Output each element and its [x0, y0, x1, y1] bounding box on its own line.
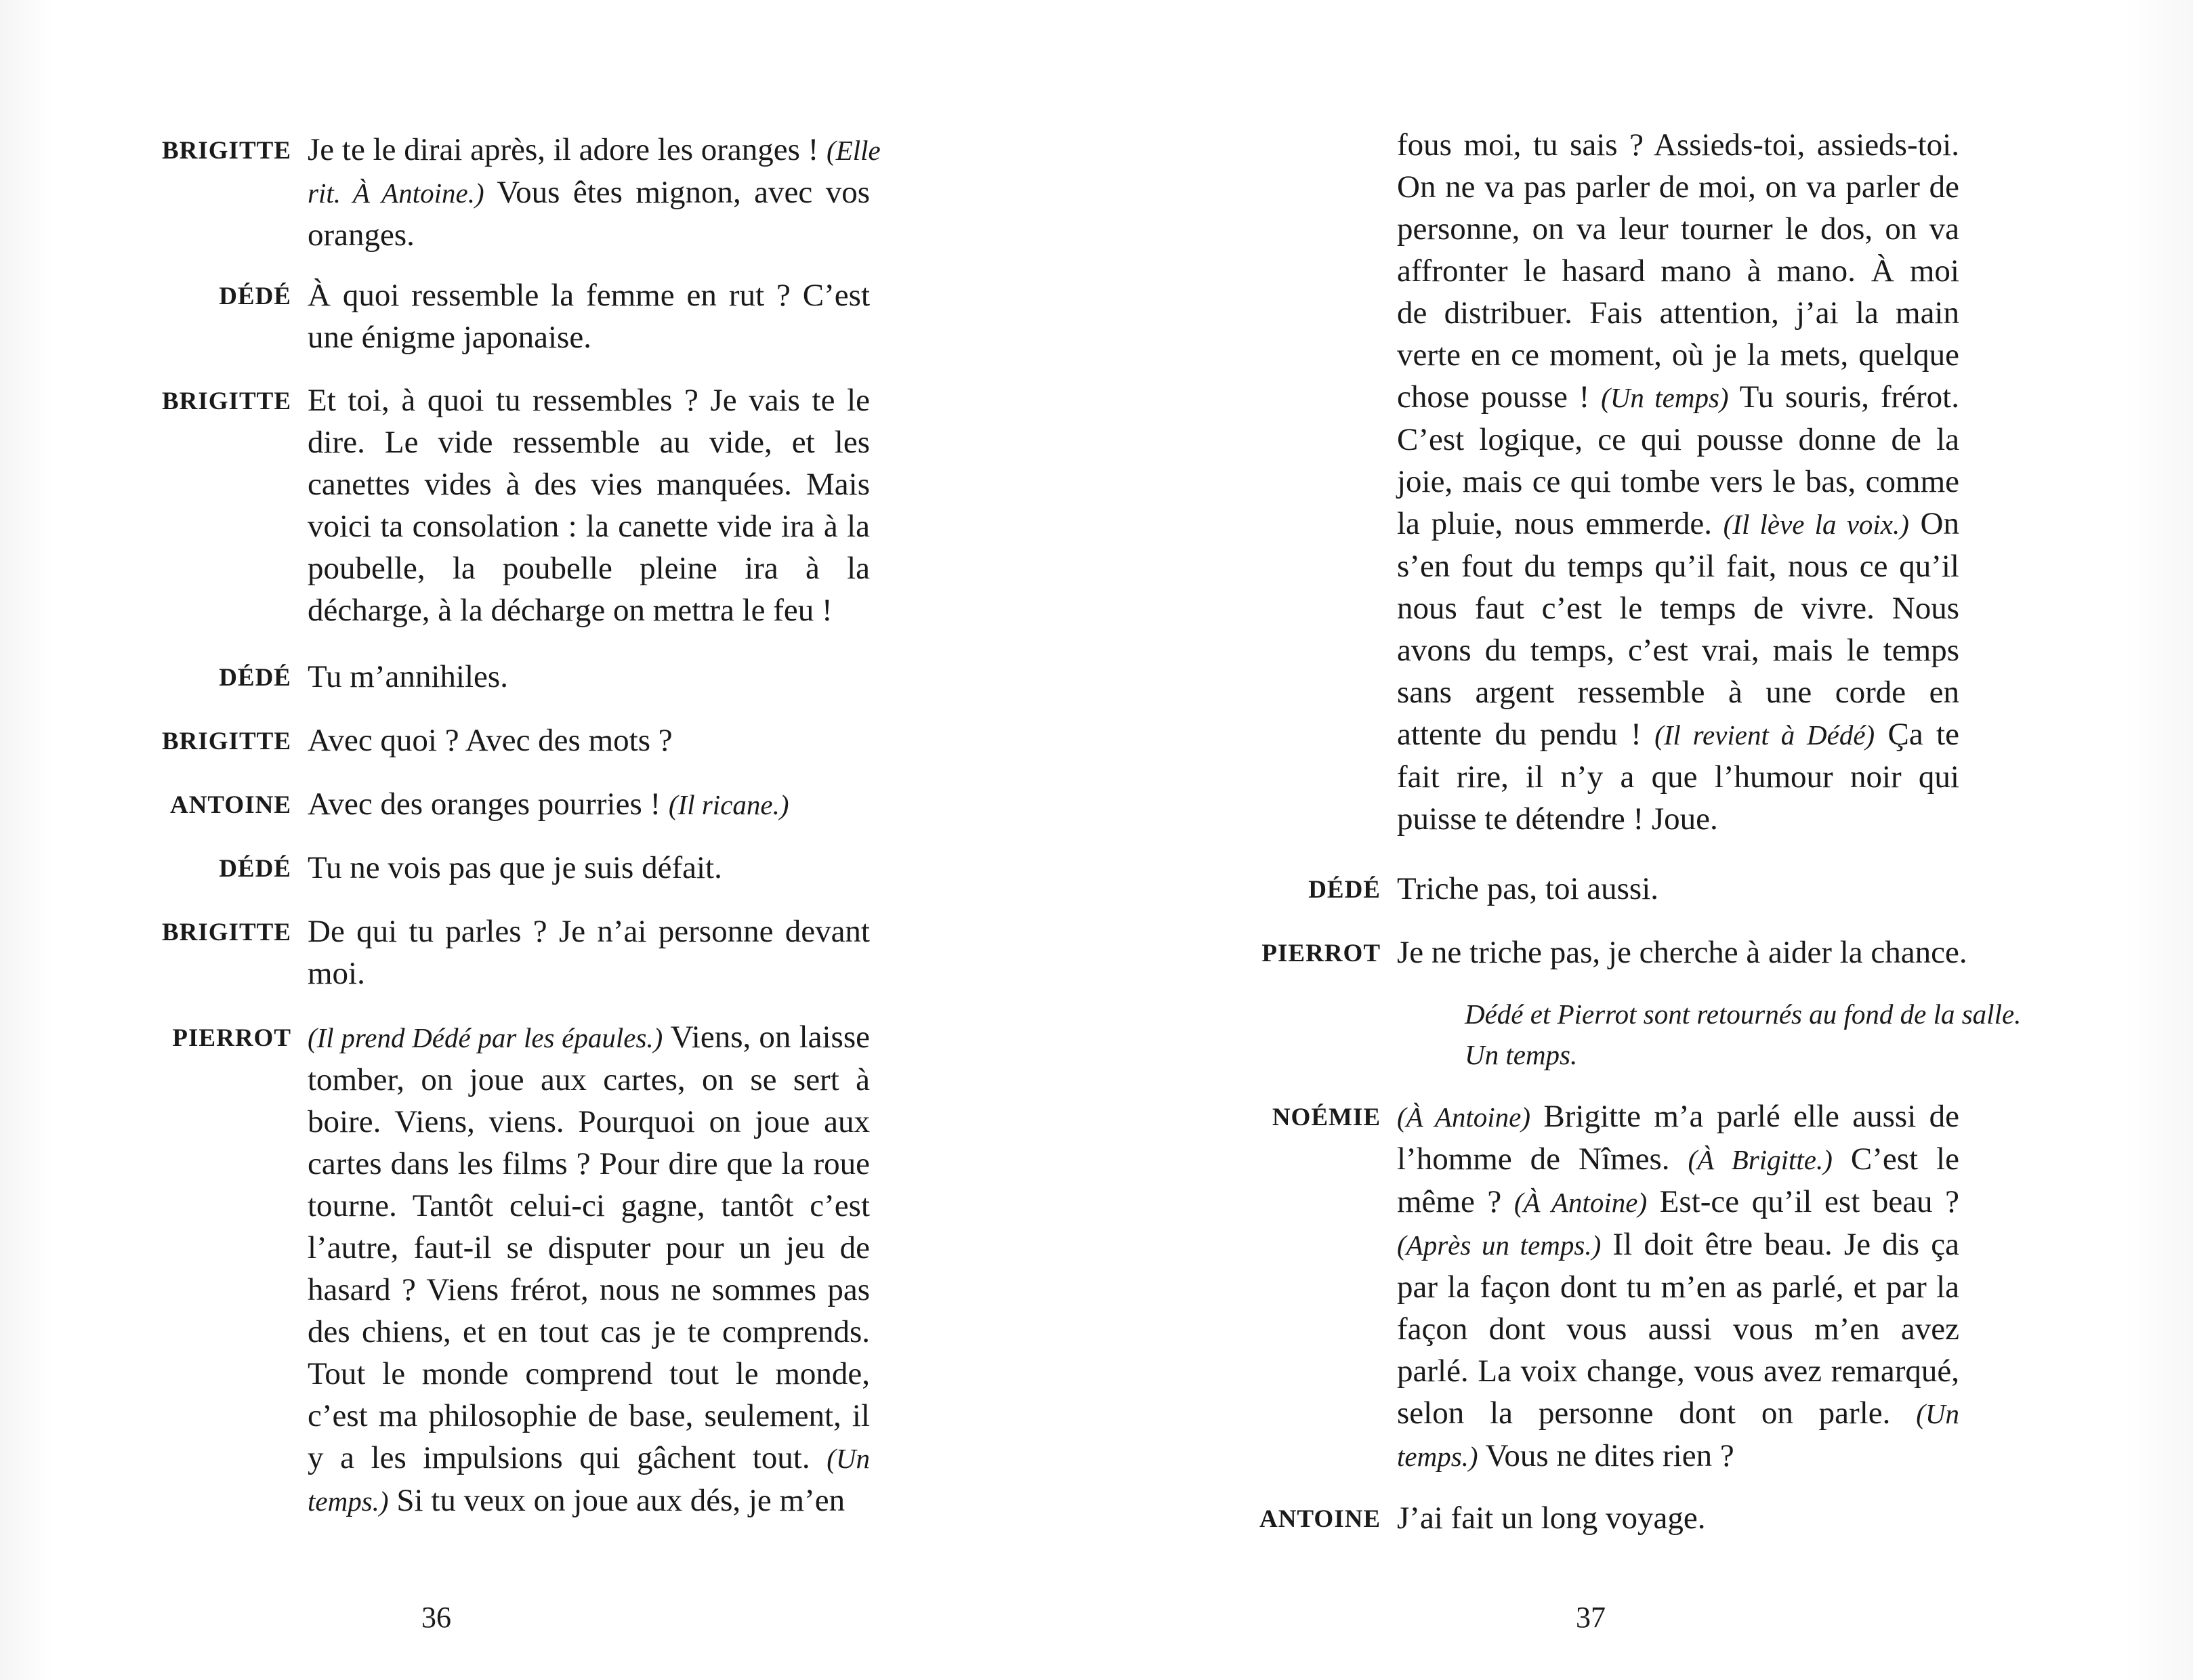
dialogue-line — [1397, 166, 1959, 208]
dialogue-segment: tomber, on joue aux cartes, on se sert à — [308, 1062, 870, 1097]
dialogue-segment: la pluie, nous emmerde. — [1397, 506, 1724, 541]
dialogue-text — [308, 910, 870, 994]
dialogue-line — [308, 129, 881, 171]
dialogue-line — [308, 1395, 870, 1437]
speaker-name: NOÉMIE — [1272, 1104, 1381, 1131]
dialogue-line — [1397, 868, 1959, 910]
speech-block — [34, 129, 881, 256]
dialogue-text — [308, 847, 870, 889]
dialogue-text — [1397, 1095, 1959, 1477]
dialogue-segment: s’en fout du temps qu’il fait, nous ce qu’il — [1397, 549, 1959, 584]
stage-direction-line: Un temps. — [1465, 1039, 1578, 1070]
speaker-name: BRIGITTE — [161, 919, 291, 946]
speech-block — [1042, 1497, 1959, 1540]
speaker-name: BRIGITTE — [161, 137, 291, 165]
stage-direction-inline: (À Brigitte.) — [1688, 1144, 1833, 1175]
dialogue-segment: puisse te détendre ! Joue. — [1397, 801, 1718, 837]
dialogue-line — [1397, 1181, 1959, 1223]
dialogue-segment: sans argent ressemble à une corde en — [1397, 675, 1959, 710]
dialogue-text — [1397, 1497, 1959, 1539]
dialogue-line — [308, 1185, 870, 1227]
dialogue-line — [308, 910, 870, 952]
speech-block — [34, 656, 870, 699]
speech-block — [34, 910, 870, 994]
dialogue-segment: Tu souris, frérot. — [1728, 379, 1959, 415]
dialogue-line — [308, 214, 870, 256]
dialogue-line — [1397, 1223, 1959, 1266]
dialogue-text — [308, 274, 870, 358]
dialogue-segment: chose pousse ! — [1397, 379, 1602, 415]
dialogue-line — [308, 1269, 870, 1311]
dialogue-line — [308, 1437, 870, 1479]
dialogue-segment: On ne va pas parler de moi, on va parler de — [1397, 169, 1959, 205]
stage-direction — [1465, 994, 2027, 1075]
dialogue-line — [308, 1059, 870, 1101]
stage-direction-inline: (À Antoine) — [1513, 1187, 1648, 1218]
dialogue-segment: boire. Viens, viens. Pourquoi on joue aux — [308, 1104, 870, 1139]
speech-block — [34, 719, 870, 763]
dialogue-segment: par la façon dont tu m’en as parlé, et par la — [1397, 1269, 1959, 1305]
dialogue-segment: Il doit être beau. Je dis ça — [1601, 1227, 1960, 1262]
dialogue-segment: c’est ma philosophie de base, seulement, il — [308, 1398, 870, 1433]
dialogue-segment: Avec des oranges pourries ! — [308, 786, 669, 822]
page-number: 37 — [1576, 1601, 1606, 1634]
dialogue-segment: voici ta consolation : la canette vide ira à la — [308, 509, 870, 544]
dialogue-line — [308, 1227, 870, 1269]
dialogue-line — [1397, 124, 1959, 166]
speaker-name: PIERROT — [1261, 940, 1381, 967]
dialogue-text — [308, 129, 881, 256]
dialogue-segment: fous moi, tu sais ? Assieds-toi, assieds-toi. — [1397, 127, 1959, 163]
dialogue-text — [308, 719, 870, 761]
speech-block — [34, 783, 870, 826]
dialogue-segment: Triche pas, toi aussi. — [1397, 871, 1659, 906]
speaker-name: ANTOINE — [169, 791, 291, 819]
dialogue-segment: l’autre, faut-il se disputer pour un jeu de — [308, 1230, 870, 1265]
dialogue-text — [308, 1016, 870, 1522]
dialogue-line — [308, 379, 870, 421]
dialogue-segment: Tu m’annihiles. — [308, 659, 508, 694]
dialogue-segment: moi. — [308, 956, 365, 991]
dialogue-line — [308, 505, 870, 547]
dialogue-segment: Si tu veux on joue aux dés, je m’en — [388, 1483, 845, 1518]
dialogue-line — [1397, 334, 1959, 376]
speech-block — [1042, 124, 1959, 840]
stage-direction-inline: temps.) — [1397, 1441, 1478, 1472]
dialogue-segment: dire. Le vide ressemble au vide, et les — [308, 425, 870, 460]
dialogue-text — [308, 379, 870, 631]
dialogue-line — [308, 463, 870, 505]
dialogue-line — [308, 656, 870, 698]
left-page — [0, 0, 1096, 1680]
dialogue-line — [1397, 545, 1959, 587]
dialogue-segment: Je ne triche pas, je cherche à aider la chance. — [1397, 935, 1967, 970]
dialogue-line — [308, 274, 870, 316]
dialogue-line — [1397, 1350, 1959, 1392]
stage-direction-inline: (Il lève la voix.) — [1723, 509, 1909, 540]
dialogue-text — [308, 783, 870, 826]
dialogue-segment: poubelle, la poubelle pleine ira à la — [308, 551, 870, 586]
dialogue-segment: Vous ne dites rien ? — [1478, 1438, 1734, 1473]
dialogue-segment: des chiens, et en tout cas je te comprends. — [308, 1314, 870, 1349]
dialogue-segment: nous faut c’est le temps de vivre. Nous — [1397, 591, 1959, 626]
dialogue-line — [308, 547, 870, 589]
speech-block — [34, 274, 870, 358]
dialogue-line — [308, 316, 870, 358]
dialogue-line — [1397, 1308, 1959, 1350]
dialogue-segment: Et toi, à quoi tu ressembles ? Je vais te le — [308, 383, 870, 418]
dialogue-line — [1397, 798, 1959, 840]
dialogue-line — [1397, 1392, 1959, 1435]
speaker-name: DÉDÉ — [219, 282, 291, 310]
stage-direction-inline: (À Antoine) — [1397, 1101, 1531, 1133]
dialogue-line — [308, 171, 870, 214]
speaker-name: PIERROT — [172, 1024, 291, 1052]
dialogue-line — [1397, 1266, 1959, 1308]
dialogue-line — [1397, 250, 1959, 292]
dialogue-segment: avons du temps, c’est vrai, mais le temps — [1397, 633, 1959, 668]
dialogue-segment: affronter le hasard mano à mano. À moi — [1397, 253, 1959, 289]
dialogue-line — [308, 1311, 870, 1353]
dialogue-line — [308, 847, 870, 889]
dialogue-segment: Brigitte m’a parlé elle aussi de — [1530, 1099, 1960, 1134]
dialogue-line — [1397, 713, 1959, 756]
dialogue-line — [1397, 629, 1959, 671]
speaker-name: DÉDÉ — [1308, 876, 1381, 904]
dialogue-line — [1397, 931, 1967, 973]
dialogue-text — [1397, 868, 1959, 910]
dialogue-segment: Avec quoi ? Avec des mots ? — [308, 723, 673, 758]
speech-block — [34, 847, 870, 890]
stage-direction-inline: (Un — [1916, 1398, 1959, 1429]
dialogue-line — [1397, 1435, 1959, 1477]
dialogue-segment: C’est logique, ce qui pousse donne de la — [1397, 422, 1959, 457]
dialogue-segment: attente du pendu ! — [1397, 717, 1655, 752]
stage-direction-inline: (Un — [827, 1443, 870, 1474]
speaker-name: BRIGITTE — [161, 387, 291, 415]
speaker-name: DÉDÉ — [219, 855, 291, 883]
dialogue-line — [1397, 503, 1959, 545]
dialogue-segment: y a les impulsions qui gâchent tout. — [308, 1440, 827, 1475]
stage-direction-inline: temps.) — [308, 1486, 389, 1517]
stage-direction-inline: rit. À Antoine.) — [308, 177, 484, 209]
dialogue-segment: façon dont vous aussi vous m’en avez — [1397, 1311, 1959, 1347]
dialogue-segment: selon la personne dont on parle. — [1397, 1395, 1917, 1431]
dialogue-line — [1397, 671, 1959, 713]
dialogue-line — [308, 1016, 870, 1059]
dialogue-segment: De qui tu parles ? Je n’ai personne devant — [308, 914, 870, 949]
dialogue-segment: À quoi ressemble la femme en rut ? C’est — [308, 278, 870, 313]
dialogue-segment: une énigme japonaise. — [308, 320, 591, 355]
dialogue-segment: C’est le — [1832, 1141, 1959, 1177]
speech-block — [1042, 1095, 1959, 1477]
dialogue-line — [1397, 376, 1959, 419]
dialogue-line — [308, 719, 870, 761]
dialogue-segment: de distribuer. Fais attention, j’ai la main — [1397, 295, 1959, 331]
dialogue-text — [1397, 124, 1959, 840]
stage-direction-line: Dédé et Pierrot sont retournés au fond de la salle. — [1465, 999, 2022, 1030]
speech-block — [1042, 931, 1967, 975]
dialogue-line — [308, 1479, 870, 1522]
dialogue-segment: l’homme de Nîmes. — [1397, 1141, 1688, 1177]
dialogue-segment: canettes vides à des vies manquées. Mais — [308, 467, 870, 502]
stage-direction-inline: (Il revient à Dédé) — [1654, 719, 1875, 751]
dialogue-line — [1397, 1095, 1959, 1138]
stage-direction-inline: (Elle — [827, 135, 881, 166]
speaker-name: DÉDÉ — [219, 664, 291, 692]
dialogue-line — [1397, 587, 1959, 629]
dialogue-segment: décharge, à la décharge on mettra le feu ! — [308, 593, 833, 628]
stage-direction-inline: (Un temps) — [1601, 382, 1729, 413]
dialogue-segment: cartes dans les films ? Pour dire que la roue — [308, 1146, 870, 1181]
dialogue-line — [1397, 1138, 1959, 1181]
dialogue-segment: tourne. Tantôt celui-ci gagne, tantôt c’est — [308, 1188, 870, 1223]
dialogue-line — [1397, 756, 1959, 798]
speech-block — [34, 1016, 870, 1522]
dialogue-line — [1397, 292, 1959, 334]
stage-direction-inline: (Après un temps.) — [1397, 1230, 1602, 1261]
dialogue-line — [308, 952, 870, 994]
dialogue-segment: Ça te — [1875, 717, 1959, 752]
dialogue-line — [1397, 1497, 1959, 1539]
page-number: 36 — [421, 1601, 451, 1634]
right-page — [1096, 0, 2193, 1680]
dialogue-line — [308, 783, 870, 826]
dialogue-segment: joie, mais ce qui tombe vers le bas, comme — [1397, 464, 1959, 499]
dialogue-segment: personne, on va leur tourner le dos, on va — [1397, 211, 1959, 247]
speaker-name: BRIGITTE — [161, 728, 291, 755]
dialogue-line — [308, 1101, 870, 1143]
dialogue-text — [1397, 931, 1967, 973]
dialogue-segment: On — [1908, 506, 1959, 541]
dialogue-segment: parlé. La voix change, vous avez remarqué, — [1397, 1353, 1959, 1389]
stage-direction-inline: (Il prend Dédé par les épaules.) — [308, 1022, 663, 1053]
dialogue-line — [308, 1353, 870, 1395]
speaker-name — [1042, 124, 1381, 125]
dialogue-segment: Est-ce qu’il est beau ? — [1647, 1184, 1959, 1219]
dialogue-segment: J’ai fait un long voyage. — [1397, 1500, 1706, 1536]
dialogue-line — [1397, 208, 1959, 250]
dialogue-segment: Tout le monde comprend tout le monde, — [308, 1356, 870, 1391]
dialogue-line — [1397, 461, 1959, 503]
stage-direction-inline: (Il ricane.) — [668, 789, 789, 820]
speaker-name: ANTOINE — [1259, 1505, 1381, 1533]
dialogue-segment: Je te le dirai après, il adore les oranges ! — [308, 132, 827, 167]
dialogue-line — [308, 589, 870, 631]
dialogue-line — [308, 421, 870, 463]
dialogue-segment: Viens, on laisse — [663, 1020, 871, 1055]
dialogue-segment: verte en ce moment, où je la mets, quelque — [1397, 337, 1959, 373]
dialogue-segment: même ? — [1397, 1184, 1514, 1219]
speech-block — [34, 379, 870, 631]
dialogue-segment: Vous êtes mignon, avec vos — [484, 175, 870, 210]
dialogue-segment: Tu ne vois pas que je suis défait. — [308, 850, 722, 885]
dialogue-segment: fait rire, il n’y a que l’humour noir qui — [1397, 759, 1959, 795]
dialogue-segment: oranges. — [308, 217, 415, 253]
page-edge-shadow — [2125, 0, 2193, 1680]
speech-block — [1042, 868, 1959, 911]
dialogue-text — [308, 656, 870, 698]
dialogue-segment: hasard ? Viens frérot, nous ne sommes pas — [308, 1272, 870, 1307]
dialogue-line — [1397, 419, 1959, 461]
dialogue-line — [308, 1143, 870, 1185]
